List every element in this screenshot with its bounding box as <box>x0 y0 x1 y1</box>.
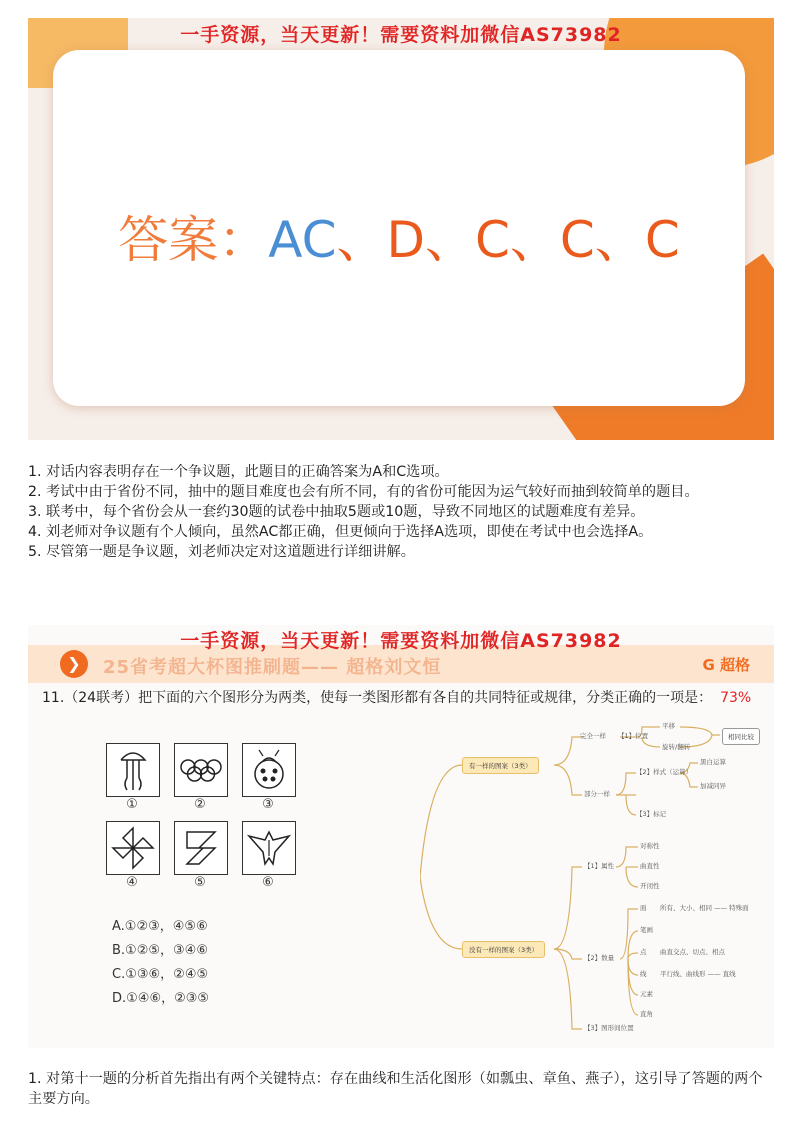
figure-z-shape <box>174 821 228 875</box>
mindmap-node: 元素 <box>640 990 653 998</box>
note-item: 3. 联考中，每个省份会从一套约30题的试卷中抽取5题或10题，导致不同地区的试题难度有差异。 <box>28 504 645 520</box>
swallow-icon <box>243 822 295 874</box>
rings-icon <box>175 744 227 796</box>
notes-list <box>28 1069 768 1109</box>
mindmap-node: 【1】位置 <box>618 732 649 740</box>
mindmap-branch-none: 没有一样的图案（3类） <box>462 941 545 958</box>
mindmap-node: 平行线、曲线形 —— 直线 <box>660 970 736 978</box>
note-item: 2. 考试中由于省份不同，抽中的题目难度也会有所不同，有的省份可能因为运气较好而抽到较简单的题目。 <box>28 484 699 500</box>
option-c: C.①③⑥，②④⑤ <box>112 967 209 982</box>
figure-pinwheel <box>106 821 160 875</box>
mindmap-key-node: 相同比较 <box>722 728 760 745</box>
option-a: A.①②③，④⑤⑥ <box>112 919 208 934</box>
mindmap-node: 开闭性 <box>640 882 660 890</box>
mindmap-node: 所有、大小、相同 —— 特殊面 <box>660 904 749 912</box>
figure-label: ① <box>126 797 138 812</box>
question-text <box>42 687 762 710</box>
mindmap-node: 【2】数量 <box>584 954 615 962</box>
question-slide <box>28 625 774 1048</box>
arrow-right-icon: ❯ <box>60 650 88 678</box>
watermark-banner: 一手资源，当天更新！需要资料加微信AS73982 <box>180 630 622 652</box>
mindmap-node: 面 <box>640 904 647 912</box>
answer-rest: 、D、C、C、C <box>336 211 680 269</box>
mindmap-node: 点 <box>640 948 647 956</box>
mindmap-node: 黑白运算 <box>700 758 726 766</box>
watermark-banner: 一手资源，当天更新！需要资料加微信AS73982 <box>180 24 622 46</box>
figure-swallow <box>242 821 296 875</box>
mindmap-node: 部分一样 <box>584 790 610 798</box>
figure-label: ④ <box>126 875 138 890</box>
mindmap-node: 曲直性 <box>640 862 660 870</box>
answer-slide <box>28 18 774 440</box>
notes-list <box>28 462 768 562</box>
mindmap-node: 【3】标记 <box>636 810 667 818</box>
figure-ladybug <box>242 743 296 797</box>
mindmap-node: 旋转/翻转 <box>662 743 691 751</box>
ladybug-icon <box>243 744 295 796</box>
mindmap-node: 线 <box>640 970 647 978</box>
mindmap-node: 加减同异 <box>700 782 726 790</box>
mindmap-node: 【1】属性 <box>584 862 615 870</box>
question-stem: 11.（24联考）把下面的六个图形分为两类，使每一类图形都有各自的共同特征或规律，分类正确的一项是： <box>42 690 713 706</box>
brand-logo: G 超格 <box>702 656 750 674</box>
note-item: 1. 对第十一题的分析首先指出有两个关键特点：存在曲线和生活化图形（如瓢虫、章鱼、燕子），这引导了答题的两个主要方向。 <box>28 1071 763 1107</box>
correct-rate: 73% <box>720 690 752 706</box>
mindmap-node: 对称性 <box>640 842 660 850</box>
answer-first: AC <box>268 211 337 269</box>
mindmap-node: 直角 <box>640 1010 653 1018</box>
figure-label: ⑥ <box>262 875 274 890</box>
mindmap-node: 【3】图形间位置 <box>584 1024 634 1032</box>
note-item: 5. 尽管第一题是争议题，刘老师决定对这道题进行详细讲解。 <box>28 544 415 560</box>
option-d: D.①④⑥，②③⑤ <box>112 991 210 1006</box>
figure-label: ③ <box>262 797 274 812</box>
figure-label: ② <box>194 797 206 812</box>
squid-icon <box>107 744 159 796</box>
figure-squid <box>106 743 160 797</box>
mindmap-node: 平移 <box>662 722 675 730</box>
mindmap-node: 笔画 <box>640 926 653 934</box>
figure-rings <box>174 743 228 797</box>
z-shape-icon <box>175 822 227 874</box>
slide-header-title: 25省考超大杯图推刷题—— 超格刘文恒 <box>103 657 442 678</box>
note-item: 4. 刘老师对争议题有个人倾向，虽然AC都正确，但更倾向于选择A选项，即使在考试中也会选择A。 <box>28 524 653 540</box>
note-item: 1. 对话内容表明存在一个争议题，此题目的正确答案为A和C选项。 <box>28 464 449 480</box>
mindmap-node: 曲直交点、切点、相点 <box>660 948 725 956</box>
mindmap <box>420 717 765 1035</box>
figure-label: ⑤ <box>194 875 206 890</box>
answer-label: 答案： <box>118 211 269 269</box>
answer-card <box>53 50 745 406</box>
mindmap-node: 完全一样 <box>580 732 606 740</box>
mindmap-node: 【2】样式（运算） <box>636 768 693 776</box>
mindmap-branch-same: 有一样的图案（3类） <box>462 757 539 774</box>
option-b: B.①②⑤，③④⑥ <box>112 943 208 958</box>
answer-text <box>53 200 745 272</box>
pinwheel-icon <box>107 822 159 874</box>
